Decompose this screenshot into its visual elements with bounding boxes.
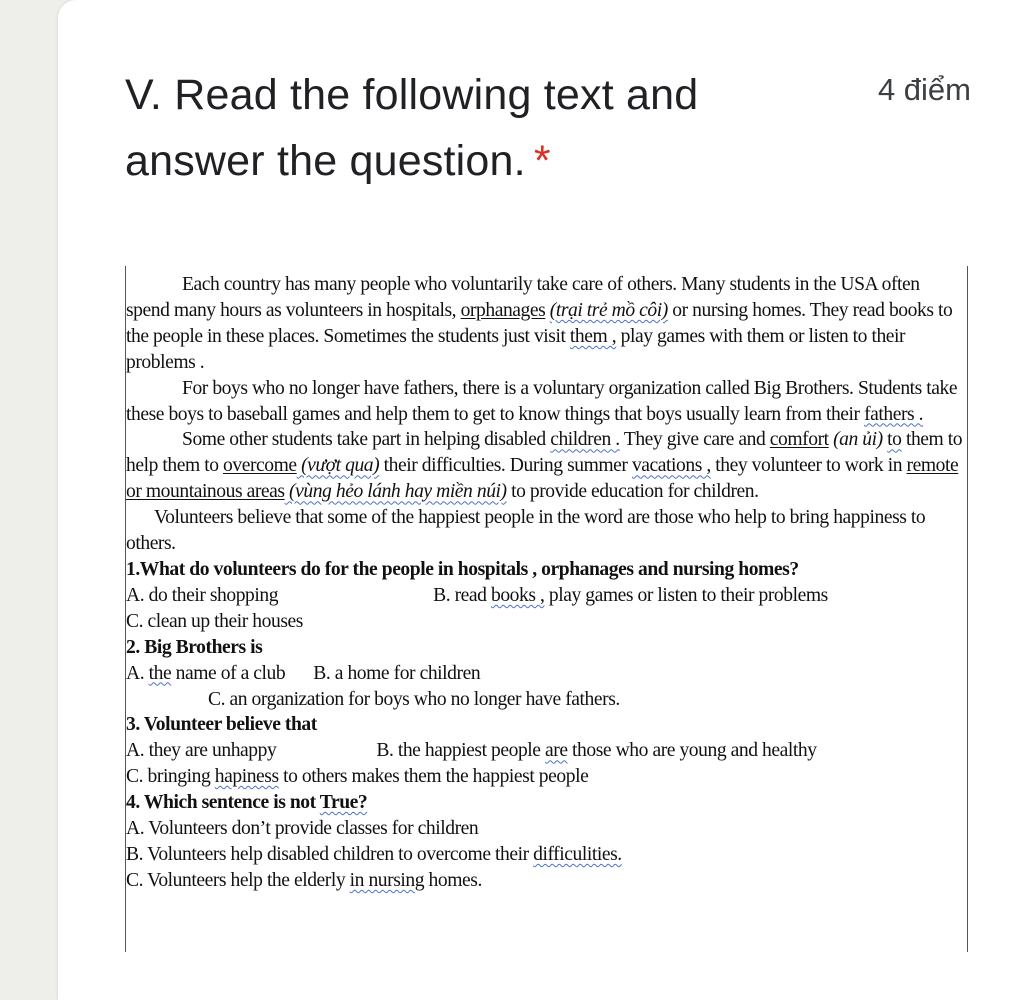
passage-text: Each country has many people who voluntarily take care of others. Many students in the USA often spend many hours as volunteers in hospitals, [126, 274, 920, 321]
option-marked: the [148, 662, 172, 684]
passage-paragraph-1 [126, 272, 967, 376]
option-3c [126, 764, 967, 790]
passage-translation: (trại trẻ mồ côi) [549, 299, 668, 321]
option-4b [126, 842, 967, 868]
option-marked: books , [490, 584, 545, 606]
question-text: 4. Which sentence is not [126, 792, 320, 814]
passage-text: their difficulties. During summer [379, 455, 632, 477]
passage-underlined: remote or mountainous areas [126, 455, 959, 503]
passage-paragraph-3 [126, 427, 967, 505]
question-2-options [126, 661, 967, 713]
option-text: A. [126, 662, 149, 684]
passage-text: they volunteer to work in [710, 455, 907, 477]
question-title [125, 62, 765, 194]
option-text: C. Volunteers help the elderly [126, 869, 350, 891]
question-title-line2: answer the question. [125, 137, 526, 185]
passage-underlined: overcome [223, 455, 297, 477]
question-4 [126, 790, 967, 816]
passage-text: or nursing homes. They read books to the people in these places. Sometimes the students just visit [126, 299, 953, 347]
option-text: C. bringing [126, 766, 215, 788]
passage-paragraph-2 [126, 376, 967, 428]
option-marked: hapiness [214, 766, 279, 788]
required-asterisk: * [533, 137, 551, 185]
option-2c: C. an organization for boys who no longer have fathers. [208, 688, 620, 710]
passage-text: For boys who no longer have fathers, there is a voluntary organization called Big Brothers. Students take these boys to baseball games and help them to get to know things that boys usually learn from their [126, 377, 958, 425]
passage-marked: children . [550, 429, 620, 451]
option-4c [126, 868, 967, 894]
option-4a: A. Volunteers don’t provide classes for children [126, 818, 479, 840]
option-text: those who are young and healthy [567, 740, 817, 762]
option-text: play games or listen to their problems [544, 584, 828, 606]
question-3: 3. Volunteer believe that [126, 714, 317, 736]
passage-marked: to [887, 429, 902, 451]
option-text: name of a club [171, 662, 286, 684]
option-2b: B. a home for children [313, 662, 481, 684]
points-label: 4 điểm [877, 72, 971, 107]
passage-translation: (vùng hẻo lánh hay miền núi) [284, 481, 507, 503]
passage-text: They give care and [619, 429, 770, 451]
passage-text: Some other students take part in helping disabled [182, 429, 551, 451]
option-3a: A. they are unhappy [126, 740, 277, 762]
passage-marked: fathers . [864, 403, 924, 425]
option-text: homes. [424, 869, 482, 891]
passage-text: to provide education for children. [506, 481, 759, 503]
option-text: to others makes them the happiest people [278, 766, 589, 788]
passage-marked: them , [569, 325, 617, 347]
question-3-options-row [126, 738, 967, 764]
option-3b [376, 738, 816, 764]
passage-marked: vacations , [631, 455, 711, 477]
question-image-passage [125, 266, 968, 952]
passage-underlined: comfort [769, 429, 829, 451]
option-marked: difficulities. [533, 843, 622, 865]
question-2: 2. Big Brothers is [126, 636, 263, 658]
question-1: 1.What do volunteers do for the people in hospitals , orphanages and nursing homes? [126, 558, 799, 580]
option-text: B. read [433, 584, 491, 606]
question-1-options-row [126, 583, 967, 609]
question-title-line1: V. Read the following text and [125, 71, 699, 119]
passage-text: them to help them to [126, 429, 963, 477]
option-1c: C. clean up their houses [126, 610, 303, 632]
option-marked: in nursing [349, 869, 425, 891]
passage-translation: (vượt qua) [296, 455, 380, 477]
passage-translation: (an ủi) [828, 429, 888, 451]
passage-paragraph-4: Volunteers believe that some of the happiest people in the word are those who help to bring happiness to others. [126, 507, 926, 555]
option-text: B. the happiest people [376, 740, 546, 762]
question-marked: True? [319, 792, 368, 814]
passage-text: play games with them or listen to their problems . [126, 325, 906, 373]
option-text: B. Volunteers help disabled children to overcome their [126, 843, 534, 865]
passage-underlined: orphanages [460, 299, 546, 321]
option-1a: A. do their shopping [126, 584, 279, 606]
option-1b [433, 583, 828, 609]
option-marked: are [545, 740, 568, 762]
